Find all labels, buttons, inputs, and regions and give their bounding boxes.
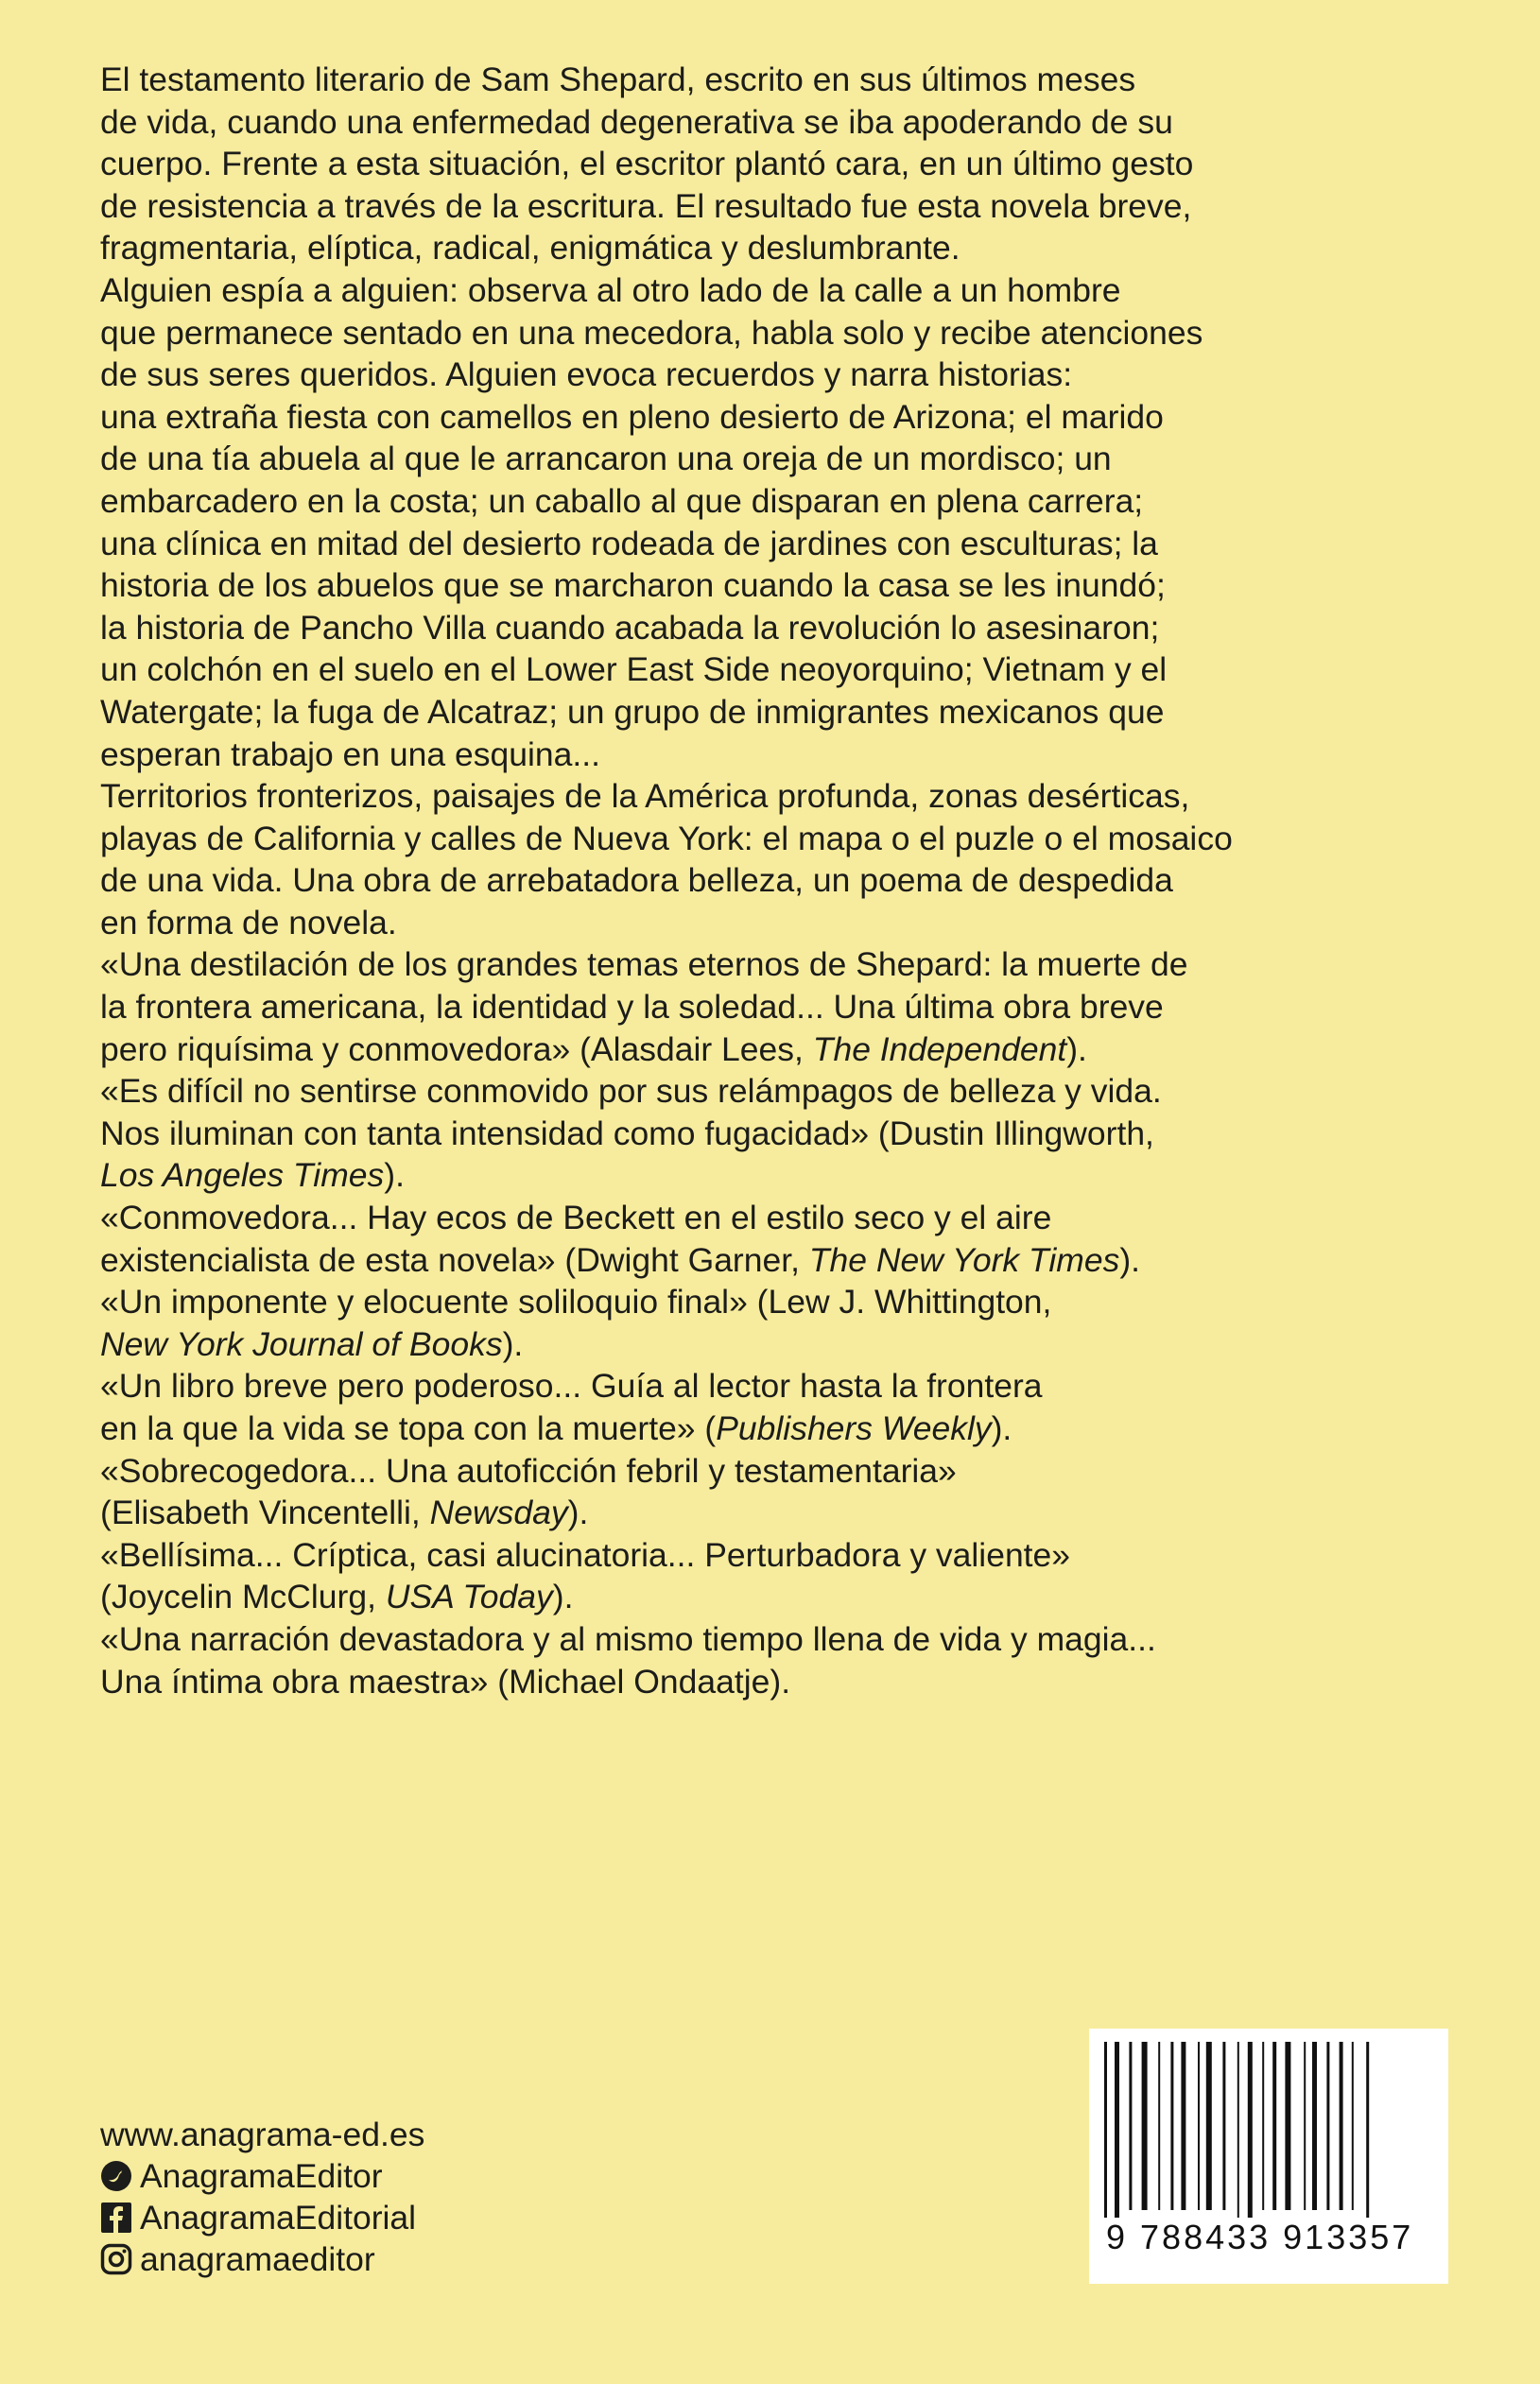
barcode-bar — [1142, 2042, 1148, 2210]
text-line — [100, 1450, 1462, 1493]
text-line — [100, 691, 1462, 734]
text-segment: Watergate; la fuga de Alcatraz; un grupo de inmigrantes mexicanos que — [100, 692, 1165, 731]
blurb-paragraph — [100, 1197, 1462, 1281]
text-line — [100, 59, 1462, 101]
text-line — [100, 1661, 1462, 1703]
isbn-number: 9 788433 913357 — [1106, 2218, 1414, 2256]
text-segment: pero riquísima y conmovedora» (Alasdair Lees, — [100, 1029, 813, 1068]
text-segment: Territorios fronterizos, paisajes de la América profunda, zonas desérticas, — [100, 777, 1190, 816]
blurb-paragraph — [100, 1534, 1462, 1618]
text-segment: Nos iluminan con tanta intensidad como fugacidad» (Dustin Illingworth, — [100, 1114, 1154, 1152]
barcode-bar — [1352, 2042, 1354, 2210]
text-line — [100, 607, 1462, 649]
website-link[interactable]: www.anagrama-ed.es — [100, 2116, 425, 2153]
blurb-paragraph — [100, 269, 1462, 775]
text-segment: (Elisabeth Vincentelli, — [100, 1494, 430, 1532]
blurb-paragraph — [100, 943, 1462, 1070]
blurb-paragraph — [100, 775, 1462, 943]
barcode-bar — [1198, 2042, 1200, 2210]
barcode-bar — [1181, 2042, 1185, 2210]
text-line — [100, 1239, 1462, 1282]
barcode-bar — [1304, 2042, 1306, 2210]
text-segment: Alguien espía a alguien: observa al otro lado de la calle a un hombre — [100, 270, 1121, 309]
text-segment: en la que la vida se topa con la muerte» ( — [100, 1409, 717, 1447]
publication-title: The New York Times — [808, 1240, 1120, 1279]
barcode-bar — [1248, 2042, 1253, 2218]
barcode-bar — [1262, 2042, 1264, 2210]
text-segment: «Una narración devastadora y al mismo tiempo llena de vida y magia... — [100, 1619, 1156, 1658]
text-line — [100, 943, 1462, 986]
text-line — [100, 1492, 1462, 1534]
instagram-handle: anagramaeditor — [140, 2240, 375, 2278]
text-line — [100, 986, 1462, 1028]
blurb-paragraph — [100, 1450, 1462, 1534]
text-segment: El testamento literario de Sam Shepard, escrito en sus últimos meses — [100, 60, 1136, 98]
instagram-icon — [100, 2243, 132, 2275]
barcode-bars — [1089, 2029, 1448, 2218]
text-segment: ). — [991, 1409, 1012, 1447]
text-segment: «Un imponente y elocuente soliloquio final» (Lew J. Whittington, — [100, 1283, 1052, 1322]
barcode-bar — [1222, 2042, 1225, 2210]
text-line — [100, 523, 1462, 565]
publication-title: Publishers Weekly — [716, 1409, 992, 1447]
text-segment: existencialista de esta novela» (Dwight Garner, — [100, 1240, 809, 1279]
text-segment: «Es difícil no sentirse conmovido por sus relámpagos de belleza y vida. — [100, 1072, 1162, 1111]
text-line — [100, 1070, 1462, 1113]
text-segment: de sus seres queridos. Alguien evoca recuerdos y narra historias: — [100, 355, 1073, 394]
publication-title: USA Today — [385, 1578, 553, 1616]
text-line — [100, 1323, 1462, 1366]
barcode-bar — [1115, 2042, 1119, 2218]
text-line — [100, 143, 1462, 185]
text-line — [100, 564, 1462, 607]
text-line — [100, 734, 1462, 776]
text-segment: (Joycelin McClurg, — [100, 1578, 386, 1616]
publication-title: Los Angeles Times — [100, 1156, 385, 1195]
text-line — [100, 859, 1462, 902]
barcode-bar — [1340, 2042, 1343, 2210]
text-line — [100, 1534, 1462, 1577]
facebook-row[interactable] — [100, 2197, 424, 2238]
publication-title: New York Journal of Books — [100, 1324, 503, 1363]
back-cover-blurb — [100, 59, 1462, 1702]
text-segment: historia de los abuelos que se marcharon cuando la casa se les inundó; — [100, 566, 1166, 605]
text-line — [100, 227, 1462, 269]
publication-title: Newsday — [429, 1494, 568, 1532]
text-segment: ). — [552, 1578, 574, 1616]
text-line — [100, 1197, 1462, 1239]
text-segment: la frontera americana, la identidad y la soledad... Una última obra breve — [100, 988, 1164, 1027]
text-segment: ). — [1066, 1029, 1087, 1068]
blurb-paragraph — [100, 1365, 1462, 1449]
text-segment: «Sobrecogedora... Una autoficción febril y testamentaria» — [100, 1451, 957, 1490]
barcode-bar — [1129, 2042, 1132, 2210]
text-line — [100, 1408, 1462, 1450]
publication-title: The Independent — [812, 1029, 1067, 1068]
barcode-bar — [1272, 2042, 1276, 2210]
barcode-bar — [1206, 2042, 1212, 2210]
text-segment: que permanece sentado en una mecedora, habla solo y recibe atenciones — [100, 313, 1203, 352]
text-segment: de resistencia a través de la escritura. El resultado fue esta novela breve, — [100, 186, 1192, 225]
blurb-paragraph — [100, 1281, 1462, 1365]
barcode-bar — [1104, 2042, 1107, 2218]
text-segment: una clínica en mitad del desierto rodeada de jardines con esculturas; la — [100, 524, 1158, 562]
text-segment: «Conmovedora... Hay ecos de Beckett en el estilo seco y el aire — [100, 1199, 1052, 1237]
facebook-handle: AnagramaEditorial — [140, 2199, 417, 2237]
text-segment: ). — [1119, 1240, 1141, 1279]
text-segment: playas de California y calles de Nueva York: el mapa o el puzle o el mosaico — [100, 819, 1233, 857]
twitter-row[interactable] — [100, 2155, 424, 2197]
twitter-handle: AnagramaEditor — [140, 2157, 383, 2195]
text-segment: «Un libro breve pero poderoso... Guía al lector hasta la frontera — [100, 1367, 1043, 1406]
text-line — [100, 396, 1462, 439]
isbn-barcode — [1089, 2029, 1448, 2284]
text-line — [100, 185, 1462, 228]
twitter-icon — [100, 2160, 132, 2192]
text-segment: de vida, cuando una enfermedad degenerativa se iba apoderando de su — [100, 102, 1173, 141]
instagram-row[interactable] — [100, 2238, 424, 2280]
text-segment: en forma de novela. — [100, 903, 397, 942]
text-line — [100, 1028, 1462, 1071]
text-segment: una extraña fiesta con camellos en pleno desierto de Arizona; el marido — [100, 397, 1164, 436]
text-line — [100, 818, 1462, 860]
text-line — [100, 312, 1462, 354]
text-line — [100, 1281, 1462, 1323]
text-line — [100, 902, 1462, 944]
text-line — [100, 438, 1462, 480]
text-line — [100, 354, 1462, 396]
text-line — [100, 1113, 1462, 1155]
text-line — [100, 480, 1462, 523]
blurb-paragraph — [100, 1618, 1462, 1702]
text-line — [100, 1576, 1462, 1618]
text-segment: la historia de Pancho Villa cuando acabada la revolución lo asesinaron; — [100, 608, 1160, 647]
blurb-paragraph — [100, 1070, 1462, 1197]
barcode-bar — [1170, 2042, 1173, 2210]
barcode-bar — [1158, 2042, 1160, 2210]
text-line — [100, 101, 1462, 144]
text-line — [100, 269, 1462, 312]
text-segment: de una tía abuela al que le arrancaron una oreja de un mordisco; un — [100, 440, 1112, 478]
barcode-bar — [1285, 2042, 1290, 2210]
text-segment: «Bellísima... Críptica, casi alucinatoria... Perturbadora y valiente» — [100, 1535, 1071, 1574]
text-line — [100, 775, 1462, 818]
blurb-paragraph — [100, 59, 1462, 269]
text-segment: «Una destilación de los grandes temas eternos de Shepard: la muerte de — [100, 945, 1188, 984]
text-segment: cuerpo. Frente a esta situación, el escritor plantó cara, en un último gesto — [100, 145, 1194, 183]
barcode-bar — [1366, 2042, 1369, 2218]
barcode-bar — [1237, 2042, 1239, 2218]
text-line — [100, 1618, 1462, 1661]
text-segment: Una íntima obra maestra» (Michael Ondaatje). — [100, 1662, 791, 1701]
text-segment: esperan trabajo en una esquina... — [100, 734, 600, 773]
text-segment: ). — [567, 1494, 589, 1532]
text-segment: embarcadero en la costa; un caballo al que disparan en plena carrera; — [100, 481, 1144, 520]
facebook-icon — [100, 2202, 132, 2234]
text-segment: de una vida. Una obra de arrebatadora belleza, un poema de despedida — [100, 861, 1173, 900]
barcode-bar — [1326, 2042, 1329, 2210]
text-segment: fragmentaria, elíptica, radical, enigmática y deslumbrante. — [100, 229, 960, 268]
publisher-footer — [100, 2114, 424, 2280]
text-line — [100, 648, 1462, 691]
text-line — [100, 1154, 1462, 1197]
text-segment: ). — [502, 1324, 524, 1363]
text-line — [100, 1365, 1462, 1408]
text-segment: un colchón en el suelo en el Lower East Side neoyorquino; Vietnam y el — [100, 650, 1168, 689]
barcode-bar — [1312, 2042, 1317, 2210]
text-segment: ). — [384, 1156, 405, 1195]
